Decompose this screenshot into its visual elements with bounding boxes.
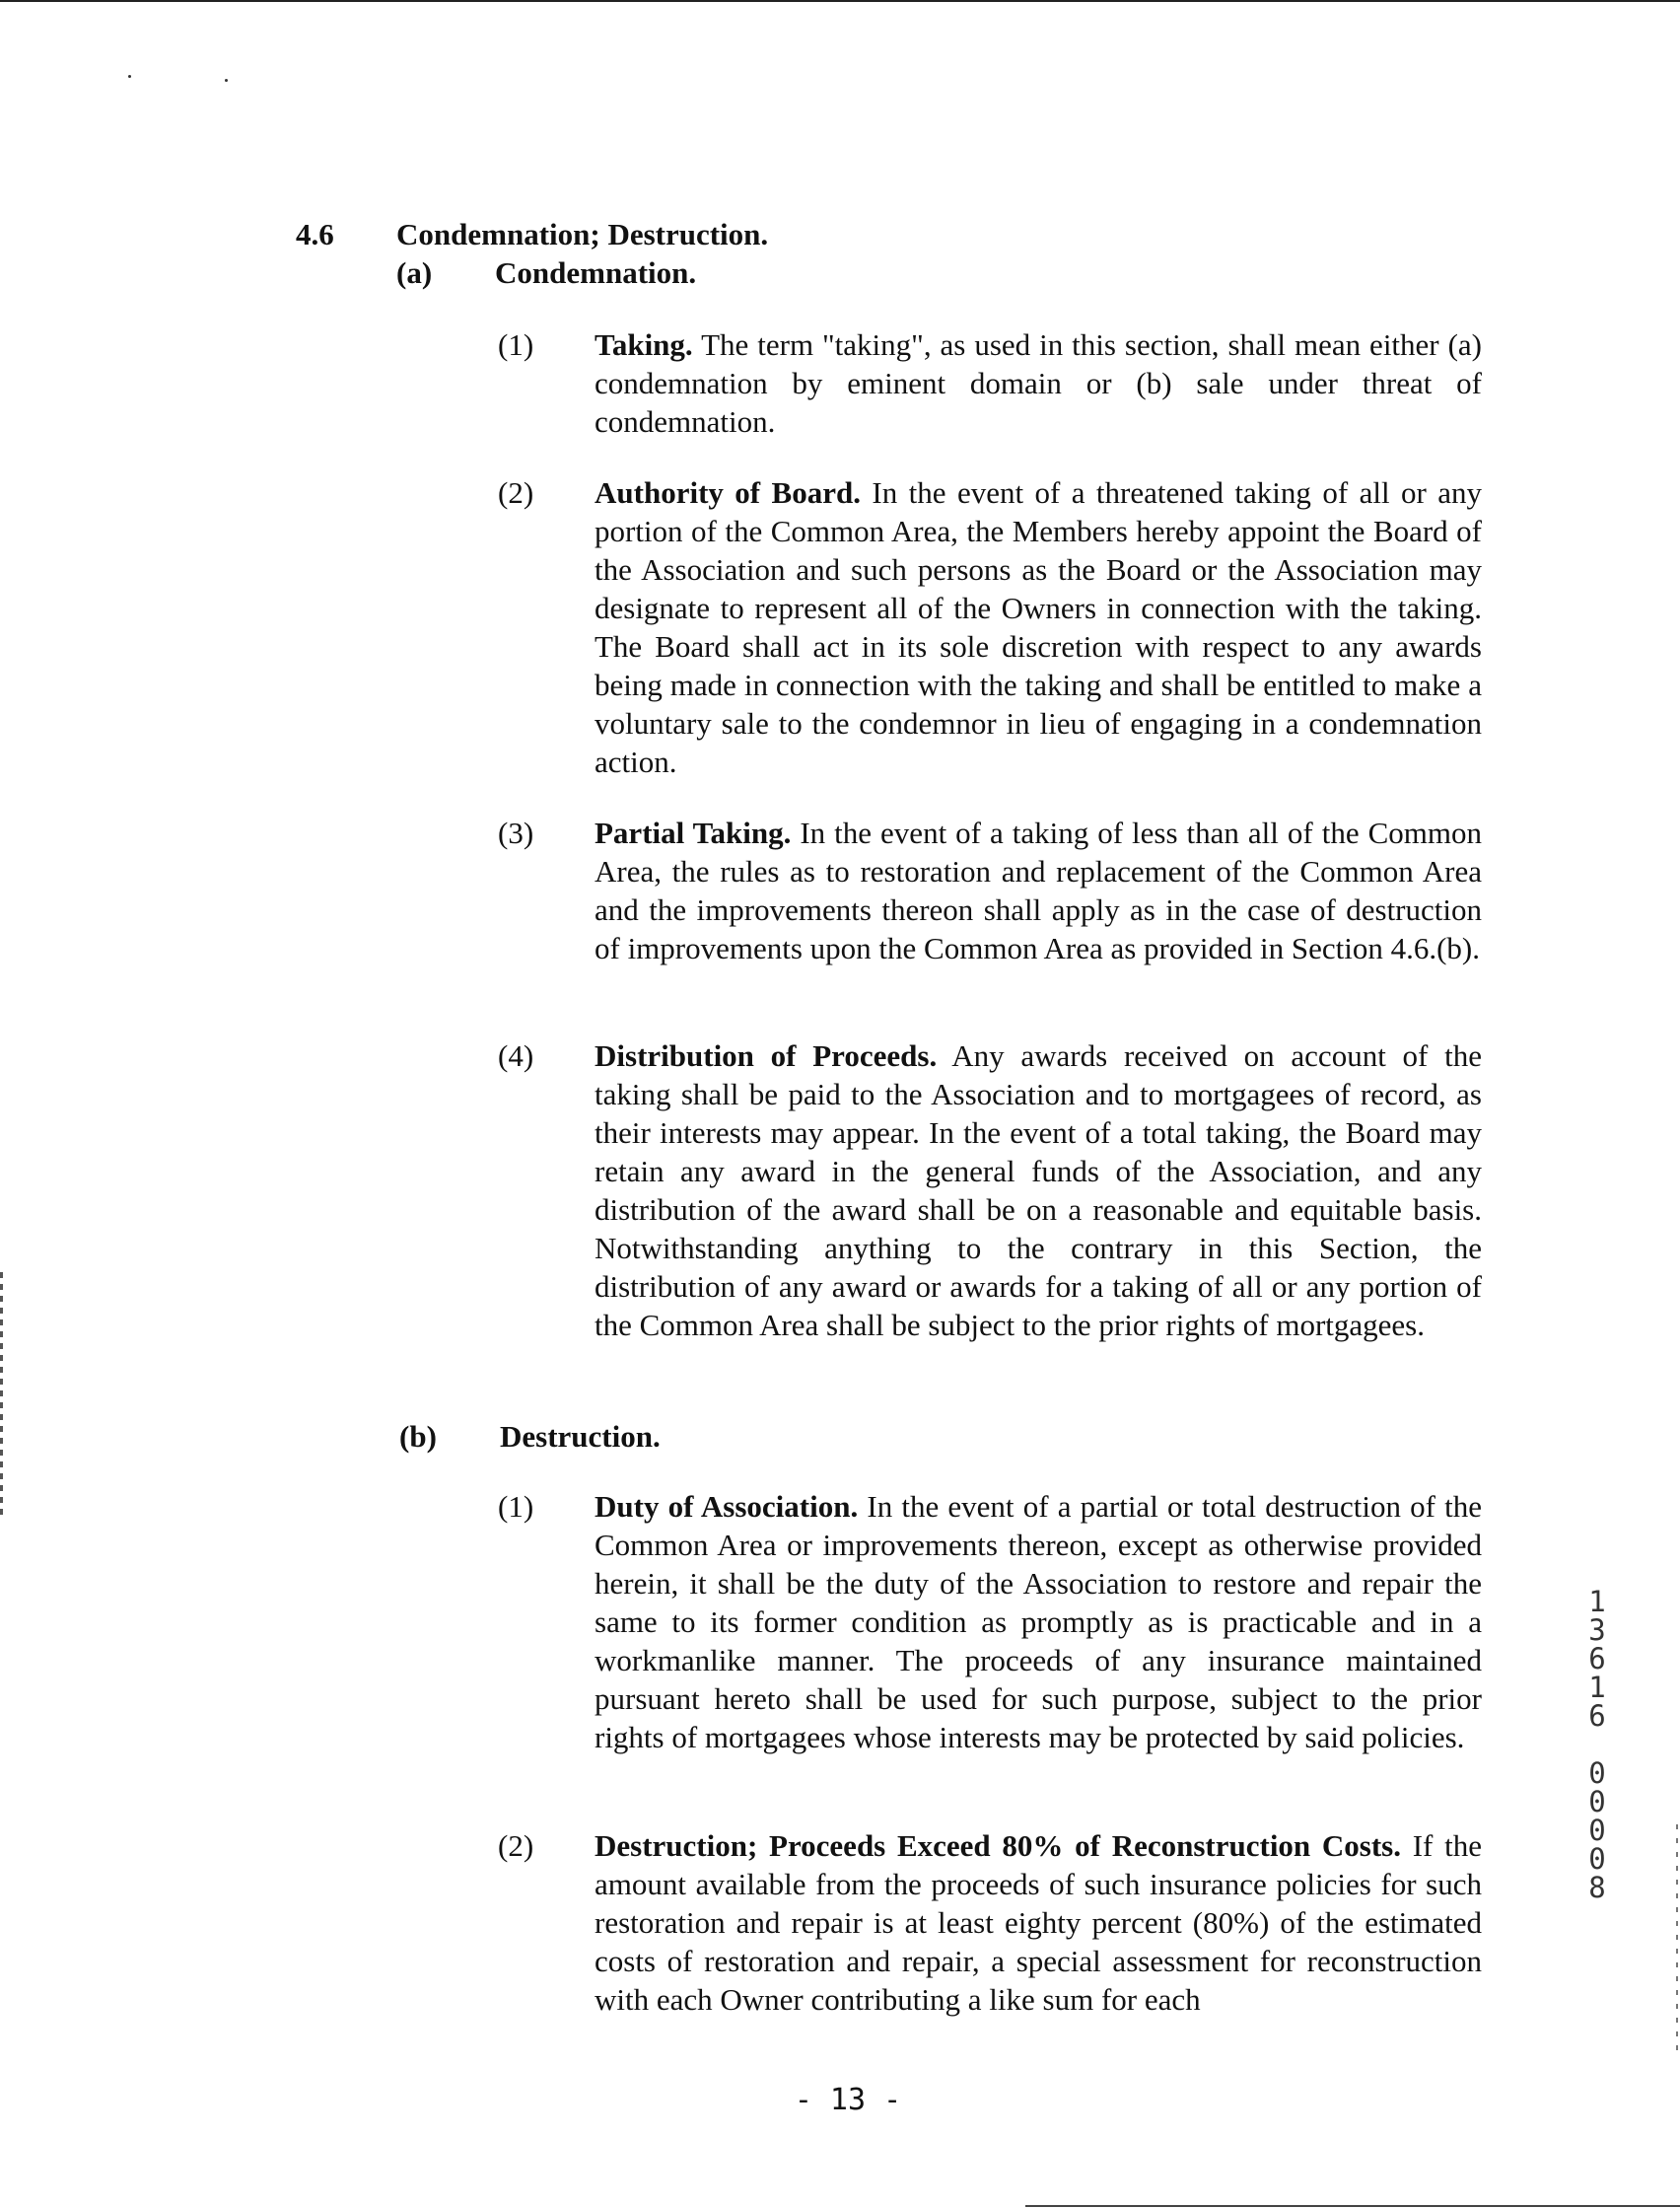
subsection-title-a: Condemnation. <box>495 255 697 290</box>
paragraph-heading: Partial Taking. <box>595 816 792 850</box>
scan-speck <box>128 75 131 78</box>
paragraph-destruction-proceeds <box>595 1826 1482 2019</box>
section-number: 4.6 <box>296 217 334 251</box>
recording-stamp: 1 3 6 1 6 0 0 0 0 8 <box>1588 1585 1606 1904</box>
paragraph-authority-of-board <box>595 473 1482 781</box>
paragraph-text: In the event of a threatened taking of all or any portion of the Common Area, the Members hereby appoint the Board of the Association and such persons as the Board or the Association may designate to represent all of the Owners in connection with the taking. The Board shall act in its sole discretion with respect to any awards being made in connection with the taking and shall be entitled to make a voluntary sale to the condemnor in lieu of engaging in a condemnation action. <box>595 475 1482 779</box>
scan-edge-marks <box>0 1272 3 1519</box>
scan-edge-marks <box>1676 1824 1678 2051</box>
item-number: (2) <box>498 475 534 510</box>
scan-top-border <box>0 0 1680 2</box>
page-number: - 13 - <box>794 2083 902 2117</box>
paragraph-text: Any awards received on account of the taking shall be paid to the Association and to mortgagees of record, as their interests may appear. In the event of a total taking, the Board may retain any award in the general funds of the Association, and any distribution of the award shall be on a reasonable and equitable basis. Notwithstanding anything to the contrary in this Section, the distribution of any award or awards for a taking of all or any portion of the Common Area shall be subject to the prior rights of mortgagees. <box>595 1038 1482 1342</box>
scan-speck <box>225 79 228 82</box>
paragraph-duty-of-association <box>595 1487 1482 1756</box>
paragraph-text: In the event of a partial or total destruction of the Common Area or improvements thereon, except as otherwise provided herein, it shall be the duty of the Association to restore and repair the same to its former condition as promptly as is practicable and in a workmanlike manner. The proceeds of any insurance maintained pursuant hereto shall be used for such purpose, subject to the prior rights of mortgagees whose interests may be protected by said policies. <box>595 1489 1482 1754</box>
paragraph-heading: Destruction; Proceeds Exceed 80% of Reconstruction Costs. <box>595 1828 1401 1863</box>
paragraph-text: If the amount available from the proceeds of such insurance policies for such restoration and repair is at least eighty percent (80%) of the estimated costs of restoration and repair, a special assessment for reconstruction with each Owner contributing a like sum for each <box>595 1828 1482 2017</box>
subsection-title-b: Destruction. <box>500 1419 661 1454</box>
item-number: (2) <box>498 1828 534 1863</box>
item-number: (4) <box>498 1038 534 1073</box>
paragraph-taking <box>595 325 1482 441</box>
paragraph-heading: Taking. <box>595 327 693 362</box>
paragraph-text: In the event of a taking of less than all of the Common Area, the rules as to restoration and replacement of the Common Area and the improvements thereon shall apply as in the case of destruction of improvements upon the Common Area as provided in Section 4.6.(b). <box>595 816 1483 965</box>
section-title: Condemnation; Destruction. <box>396 217 769 251</box>
paragraph-heading: Distribution of Proceeds. <box>595 1038 938 1073</box>
item-number: (1) <box>498 1489 534 1524</box>
paragraph-distribution-of-proceeds <box>595 1036 1482 1344</box>
paragraph-heading: Authority of Board. <box>595 475 861 510</box>
scan-bottom-border <box>1025 2205 1680 2207</box>
item-number: (1) <box>498 327 534 362</box>
paragraph-text: The term "taking", as used in this section, shall mean either (a) condemnation by eminent domain or (b) sale under threat of condemnation. <box>595 327 1482 439</box>
item-number: (3) <box>498 816 534 850</box>
subsection-label-b: (b) <box>399 1419 437 1454</box>
paragraph-heading: Duty of Association. <box>595 1489 859 1524</box>
paragraph-partial-taking <box>595 814 1482 967</box>
subsection-label-a: (a) <box>396 255 433 290</box>
